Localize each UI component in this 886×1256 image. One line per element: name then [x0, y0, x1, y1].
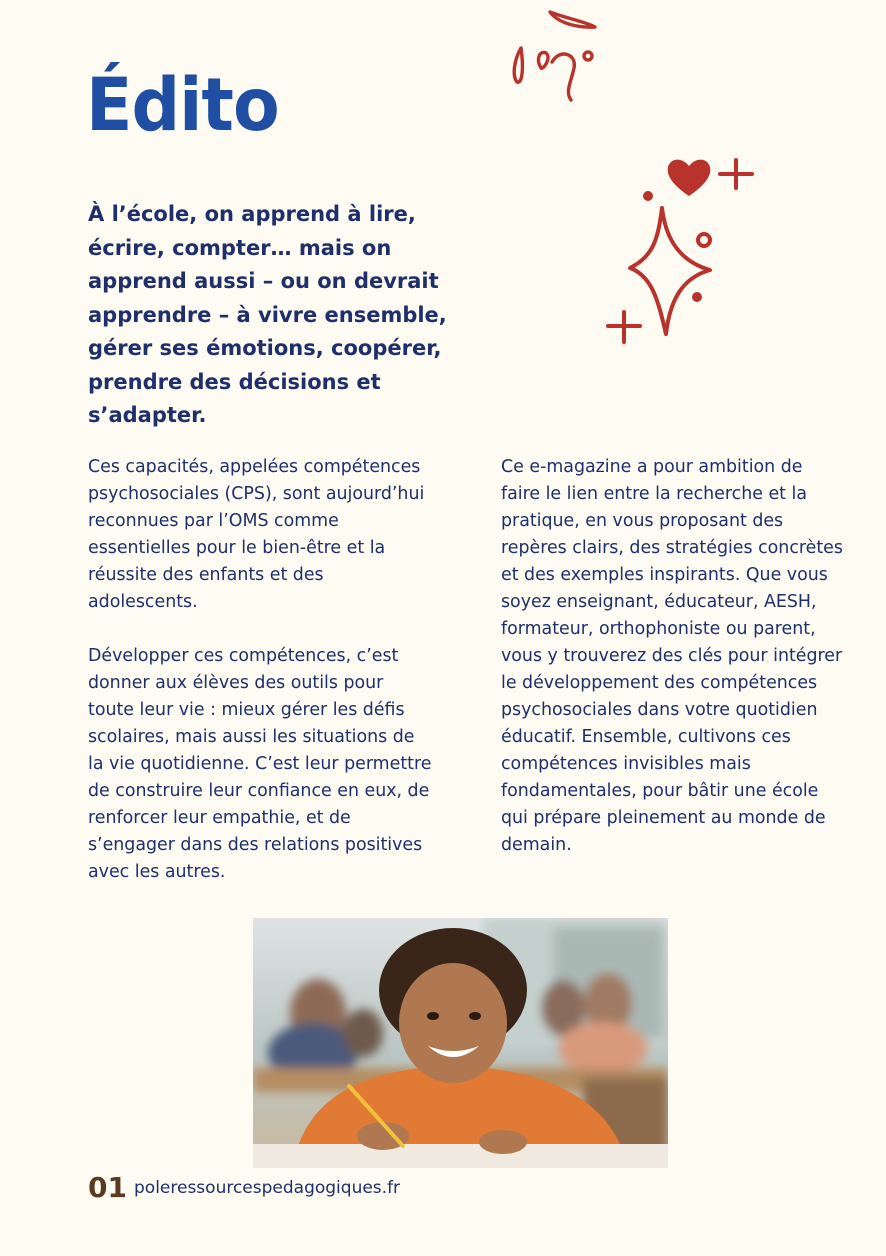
sparkle-star-icon [600, 150, 760, 350]
scribble-doodle-icon [505, 8, 605, 108]
left-column [88, 454, 433, 886]
body-paragraph: Ces capacités, appelées compétences psychosociales (CPS), sont aujourd’hui reconnues par l’OMS comme essentielles pour le bien-être et la réussite des enfants et des adolescents. [88, 457, 425, 612]
page-title: Édito [86, 62, 279, 149]
lead-paragraph: À l’école, on apprend à lire, écrire, compter… mais on apprend aussi – ou on devrait apprendre – à vivre ensemble, gérer ses émotions, coopérer, prendre des décisions et s’adapter. [88, 202, 447, 427]
page-number: 01 [88, 1171, 127, 1204]
website-url: poleressourcespedagogiques.fr [134, 1178, 401, 1198]
right-column [501, 454, 846, 859]
body-paragraph: Ce e-magazine a pour ambition de faire le lien entre la recherche et la pratique, en vous proposant des repères clairs, des stratégies concrètes et des exemples inspirants. Que vous soyez enseignant, éducateur, AESH, formateur, orthophoniste ou parent, vous y trouverez des clés pour intégrer le développement des compétences psychosociales dans votre quotidien éducatif. Ensemble, cultivons ces compétences invisibles mais fondamentales, pour bâtir une école qui prépare pleinement au monde de demain. [501, 457, 843, 855]
smiling-child-photo [253, 918, 668, 1168]
body-paragraph: Développer ces compétences, c’est donner aux élèves des outils pour toute leur vie : mieux gérer les défis scolaires, mais aussi les situations de la vie quotidienne. C’est leur permettre de construire leur confiance en eux, de renforcer leur empathie, et de s’engager dans des relations positives avec les autres. [88, 646, 432, 882]
